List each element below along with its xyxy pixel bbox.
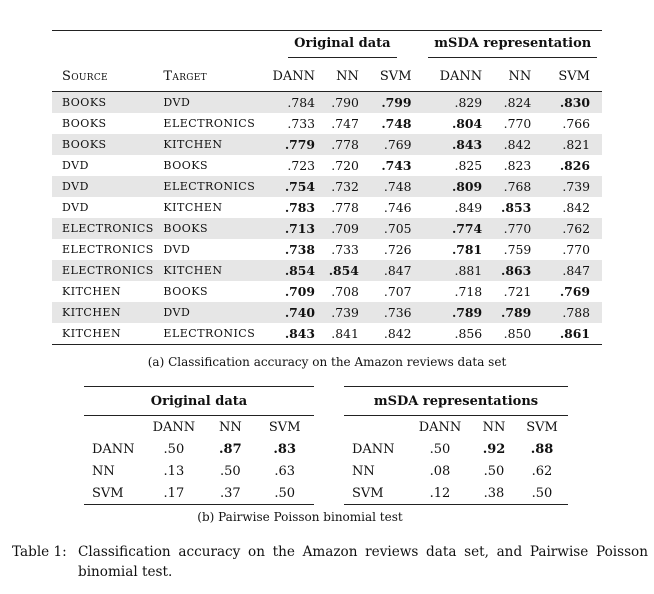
cell-msda-svm: .769 <box>559 284 590 299</box>
cell-msda-dann: .825 <box>454 158 483 173</box>
subcaption-b: (b) Pairwise Poisson binomial test <box>197 510 403 524</box>
table-caption-label: Table 1: <box>12 544 67 560</box>
cell-nn: .778 <box>323 134 371 155</box>
pairwise-row-label: NN <box>92 463 115 479</box>
cell-msda-nn: .770 <box>490 218 543 239</box>
col-header-source: Source <box>52 61 163 92</box>
cell-svm: .726 <box>383 242 412 257</box>
pairwise-msda-col-dann: DANN <box>418 419 462 435</box>
cell-nn: .708 <box>331 284 359 299</box>
pairwise-cell: .92 <box>482 441 506 457</box>
col-header-msda-dann: DANN <box>424 61 491 92</box>
pairwise-cell: .37 <box>205 482 255 505</box>
table-row <box>52 281 602 302</box>
row-source: BOOKS <box>52 92 163 114</box>
cell-nn: .739 <box>323 302 371 323</box>
pairwise-cell: .62 <box>531 463 553 479</box>
col-header-target: Target <box>163 61 261 92</box>
cell-dann: .843 <box>261 323 323 345</box>
row-source: ELECTRONICS <box>52 260 163 281</box>
col-header-svm: SVM <box>371 61 424 92</box>
cell-msda-dann: .856 <box>424 323 491 345</box>
cell-svm: .707 <box>383 284 412 299</box>
row-target: DVD <box>163 92 261 114</box>
table-row <box>52 176 602 197</box>
cell-nn: .747 <box>331 116 359 131</box>
pairwise-cell: .38 <box>472 482 516 505</box>
cell-msda-svm: .847 <box>543 260 602 281</box>
cell-svm: .842 <box>371 323 424 345</box>
table-row <box>52 155 602 176</box>
pairwise-row-label: DANN <box>92 441 135 457</box>
row-target: KITCHEN <box>163 260 261 281</box>
pairwise-cell: .63 <box>274 463 296 479</box>
pairwise-cell: .88 <box>530 441 554 457</box>
pairwise-row-label: SVM <box>84 482 143 505</box>
row-target: BOOKS <box>163 218 261 239</box>
cell-svm: .736 <box>371 302 424 323</box>
group-header-original: Original data <box>261 31 423 62</box>
pairwise-cell: .12 <box>408 482 472 505</box>
cell-dann: .783 <box>284 200 316 215</box>
row-source: BOOKS <box>52 134 163 155</box>
cell-msda-dann: .829 <box>424 92 491 114</box>
pairwise-cell: .17 <box>143 482 206 505</box>
cell-msda-svm: .762 <box>543 218 602 239</box>
cell-msda-nn: .759 <box>503 242 532 257</box>
col-header-nn: NN <box>323 61 371 92</box>
cell-msda-svm: .826 <box>559 158 590 173</box>
col-header-dann: DANN <box>261 61 323 92</box>
group-header-row <box>52 31 602 62</box>
cell-msda-nn: .824 <box>490 92 543 114</box>
cell-nn: .778 <box>331 200 359 215</box>
cell-dann: .784 <box>261 92 323 114</box>
pairwise-cell: .87 <box>219 441 242 457</box>
cell-msda-svm: .842 <box>562 200 590 215</box>
cell-msda-nn: .863 <box>490 260 543 281</box>
pairwise-row-label: SVM <box>344 482 408 505</box>
cell-svm: .847 <box>371 260 424 281</box>
row-source: BOOKS <box>62 117 107 130</box>
pairwise-row <box>84 438 314 460</box>
row-target: BOOKS <box>163 285 208 298</box>
cell-msda-nn: .721 <box>503 284 532 299</box>
cell-msda-nn: .842 <box>490 134 543 155</box>
pairwise-row <box>84 482 314 505</box>
pairwise-test-msda-table <box>344 386 568 505</box>
cell-svm: .799 <box>371 92 424 114</box>
cell-msda-svm: .739 <box>543 176 602 197</box>
cell-msda-svm: .770 <box>562 242 590 257</box>
row-target: BOOKS <box>163 159 208 172</box>
cell-dann: .854 <box>261 260 323 281</box>
pairwise-cell: .83 <box>273 441 297 457</box>
cell-svm: .746 <box>383 200 412 215</box>
pairwise-row <box>84 460 314 482</box>
cell-svm: .769 <box>371 134 424 155</box>
table-row <box>52 260 602 281</box>
pairwise-cell: .50 <box>483 463 505 479</box>
cell-dann: .709 <box>284 284 316 299</box>
table-row <box>52 92 602 114</box>
table-row <box>52 323 602 345</box>
cell-nn: .854 <box>323 260 371 281</box>
cell-dann: .733 <box>287 116 316 131</box>
row-target: DVD <box>163 243 191 256</box>
cell-dann: .713 <box>261 218 323 239</box>
cell-msda-dann: .809 <box>424 176 491 197</box>
row-target: ELECTRONICS <box>163 323 261 345</box>
row-target: KITCHEN <box>163 134 261 155</box>
table-row <box>52 302 602 323</box>
pairwise-cell: .50 <box>219 463 241 479</box>
row-target: ELECTRONICS <box>163 176 261 197</box>
cell-msda-svm: .766 <box>562 116 590 131</box>
row-source: ELECTRONICS <box>52 218 163 239</box>
pairwise-original-col-dann: DANN <box>152 419 196 435</box>
row-source: ELECTRONICS <box>62 243 154 256</box>
table-row <box>52 134 602 155</box>
col-header-msda-nn: NN <box>490 61 543 92</box>
cell-msda-dann: .881 <box>424 260 491 281</box>
cell-msda-dann: .804 <box>451 116 483 131</box>
cell-msda-nn: .770 <box>503 116 532 131</box>
row-source: KITCHEN <box>52 302 163 323</box>
row-source: DVD <box>62 201 89 214</box>
col-header-msda-svm: SVM <box>543 61 602 92</box>
pairwise-row <box>344 460 568 482</box>
pairwise-cell: .50 <box>255 482 314 505</box>
row-target: ELECTRONICS <box>163 117 256 130</box>
pairwise-cell: .50 <box>516 482 568 505</box>
pairwise-row-label: DANN <box>352 441 395 457</box>
row-source: KITCHEN <box>62 285 122 298</box>
cell-svm: .748 <box>371 176 424 197</box>
pairwise-original-col-svm: SVM <box>268 419 301 435</box>
pairwise-msda-col-svm: SVM <box>526 419 558 435</box>
cell-svm: .705 <box>371 218 424 239</box>
cell-msda-svm: .788 <box>543 302 602 323</box>
table-row <box>52 218 602 239</box>
cell-nn: .720 <box>331 158 359 173</box>
table-caption <box>12 542 648 582</box>
row-source: DVD <box>62 159 89 172</box>
cell-msda-dann: .843 <box>424 134 491 155</box>
cell-msda-svm: .821 <box>543 134 602 155</box>
pairwise-msda-title: mSDA representations <box>344 387 568 416</box>
pairwise-row <box>344 438 568 460</box>
amazon-accuracy-table <box>52 30 602 345</box>
pairwise-cell: .50 <box>429 441 451 457</box>
cell-dann: .723 <box>287 158 316 173</box>
cell-nn: .709 <box>323 218 371 239</box>
cell-nn: .733 <box>331 242 359 257</box>
cell-msda-nn: .853 <box>501 200 532 215</box>
cell-msda-svm: .861 <box>543 323 602 345</box>
table-row <box>52 239 602 260</box>
cell-msda-dann: .789 <box>424 302 491 323</box>
pairwise-test-original-table <box>84 386 314 505</box>
table-row <box>52 113 602 134</box>
pairwise-cell: .50 <box>163 441 185 457</box>
cell-nn: .841 <box>323 323 371 345</box>
cell-nn: .790 <box>323 92 371 114</box>
cell-nn: .732 <box>323 176 371 197</box>
cell-msda-dann: .718 <box>454 284 483 299</box>
cell-svm: .743 <box>381 158 412 173</box>
cell-dann: .754 <box>261 176 323 197</box>
pairwise-original-col-nn: NN <box>218 419 242 435</box>
cell-msda-nn: .768 <box>490 176 543 197</box>
cell-dann: .740 <box>261 302 323 323</box>
cell-msda-dann: .781 <box>451 242 483 257</box>
cell-msda-nn: .850 <box>490 323 543 345</box>
cell-dann: .738 <box>284 242 316 257</box>
row-target: DVD <box>163 302 261 323</box>
cell-msda-dann: .849 <box>454 200 483 215</box>
row-source: DVD <box>52 176 163 197</box>
group-header-msda: mSDA representation <box>424 31 602 62</box>
cell-msda-nn: .823 <box>503 158 532 173</box>
table-caption-text: Classification accuracy on the Amazon reviews data set, and Pairwise Poisson binomial test. <box>78 544 648 580</box>
pairwise-cell: .08 <box>429 463 451 479</box>
pairwise-row-label: NN <box>352 463 375 479</box>
row-source: KITCHEN <box>52 323 163 345</box>
cell-svm: .748 <box>381 116 412 131</box>
cell-msda-dann: .774 <box>424 218 491 239</box>
pairwise-original-title: Original data <box>84 387 314 416</box>
table-row <box>52 197 602 218</box>
row-target: KITCHEN <box>163 201 223 214</box>
column-header-row <box>52 61 602 92</box>
cell-msda-svm: .830 <box>543 92 602 114</box>
pairwise-cell: .13 <box>163 463 185 479</box>
pairwise-row <box>344 482 568 505</box>
pairwise-msda-col-nn: NN <box>482 419 506 435</box>
cell-dann: .779 <box>261 134 323 155</box>
cell-msda-nn: .789 <box>490 302 543 323</box>
subcaption-a: (a) Classification accuracy on the Amazon reviews data set <box>147 355 507 369</box>
